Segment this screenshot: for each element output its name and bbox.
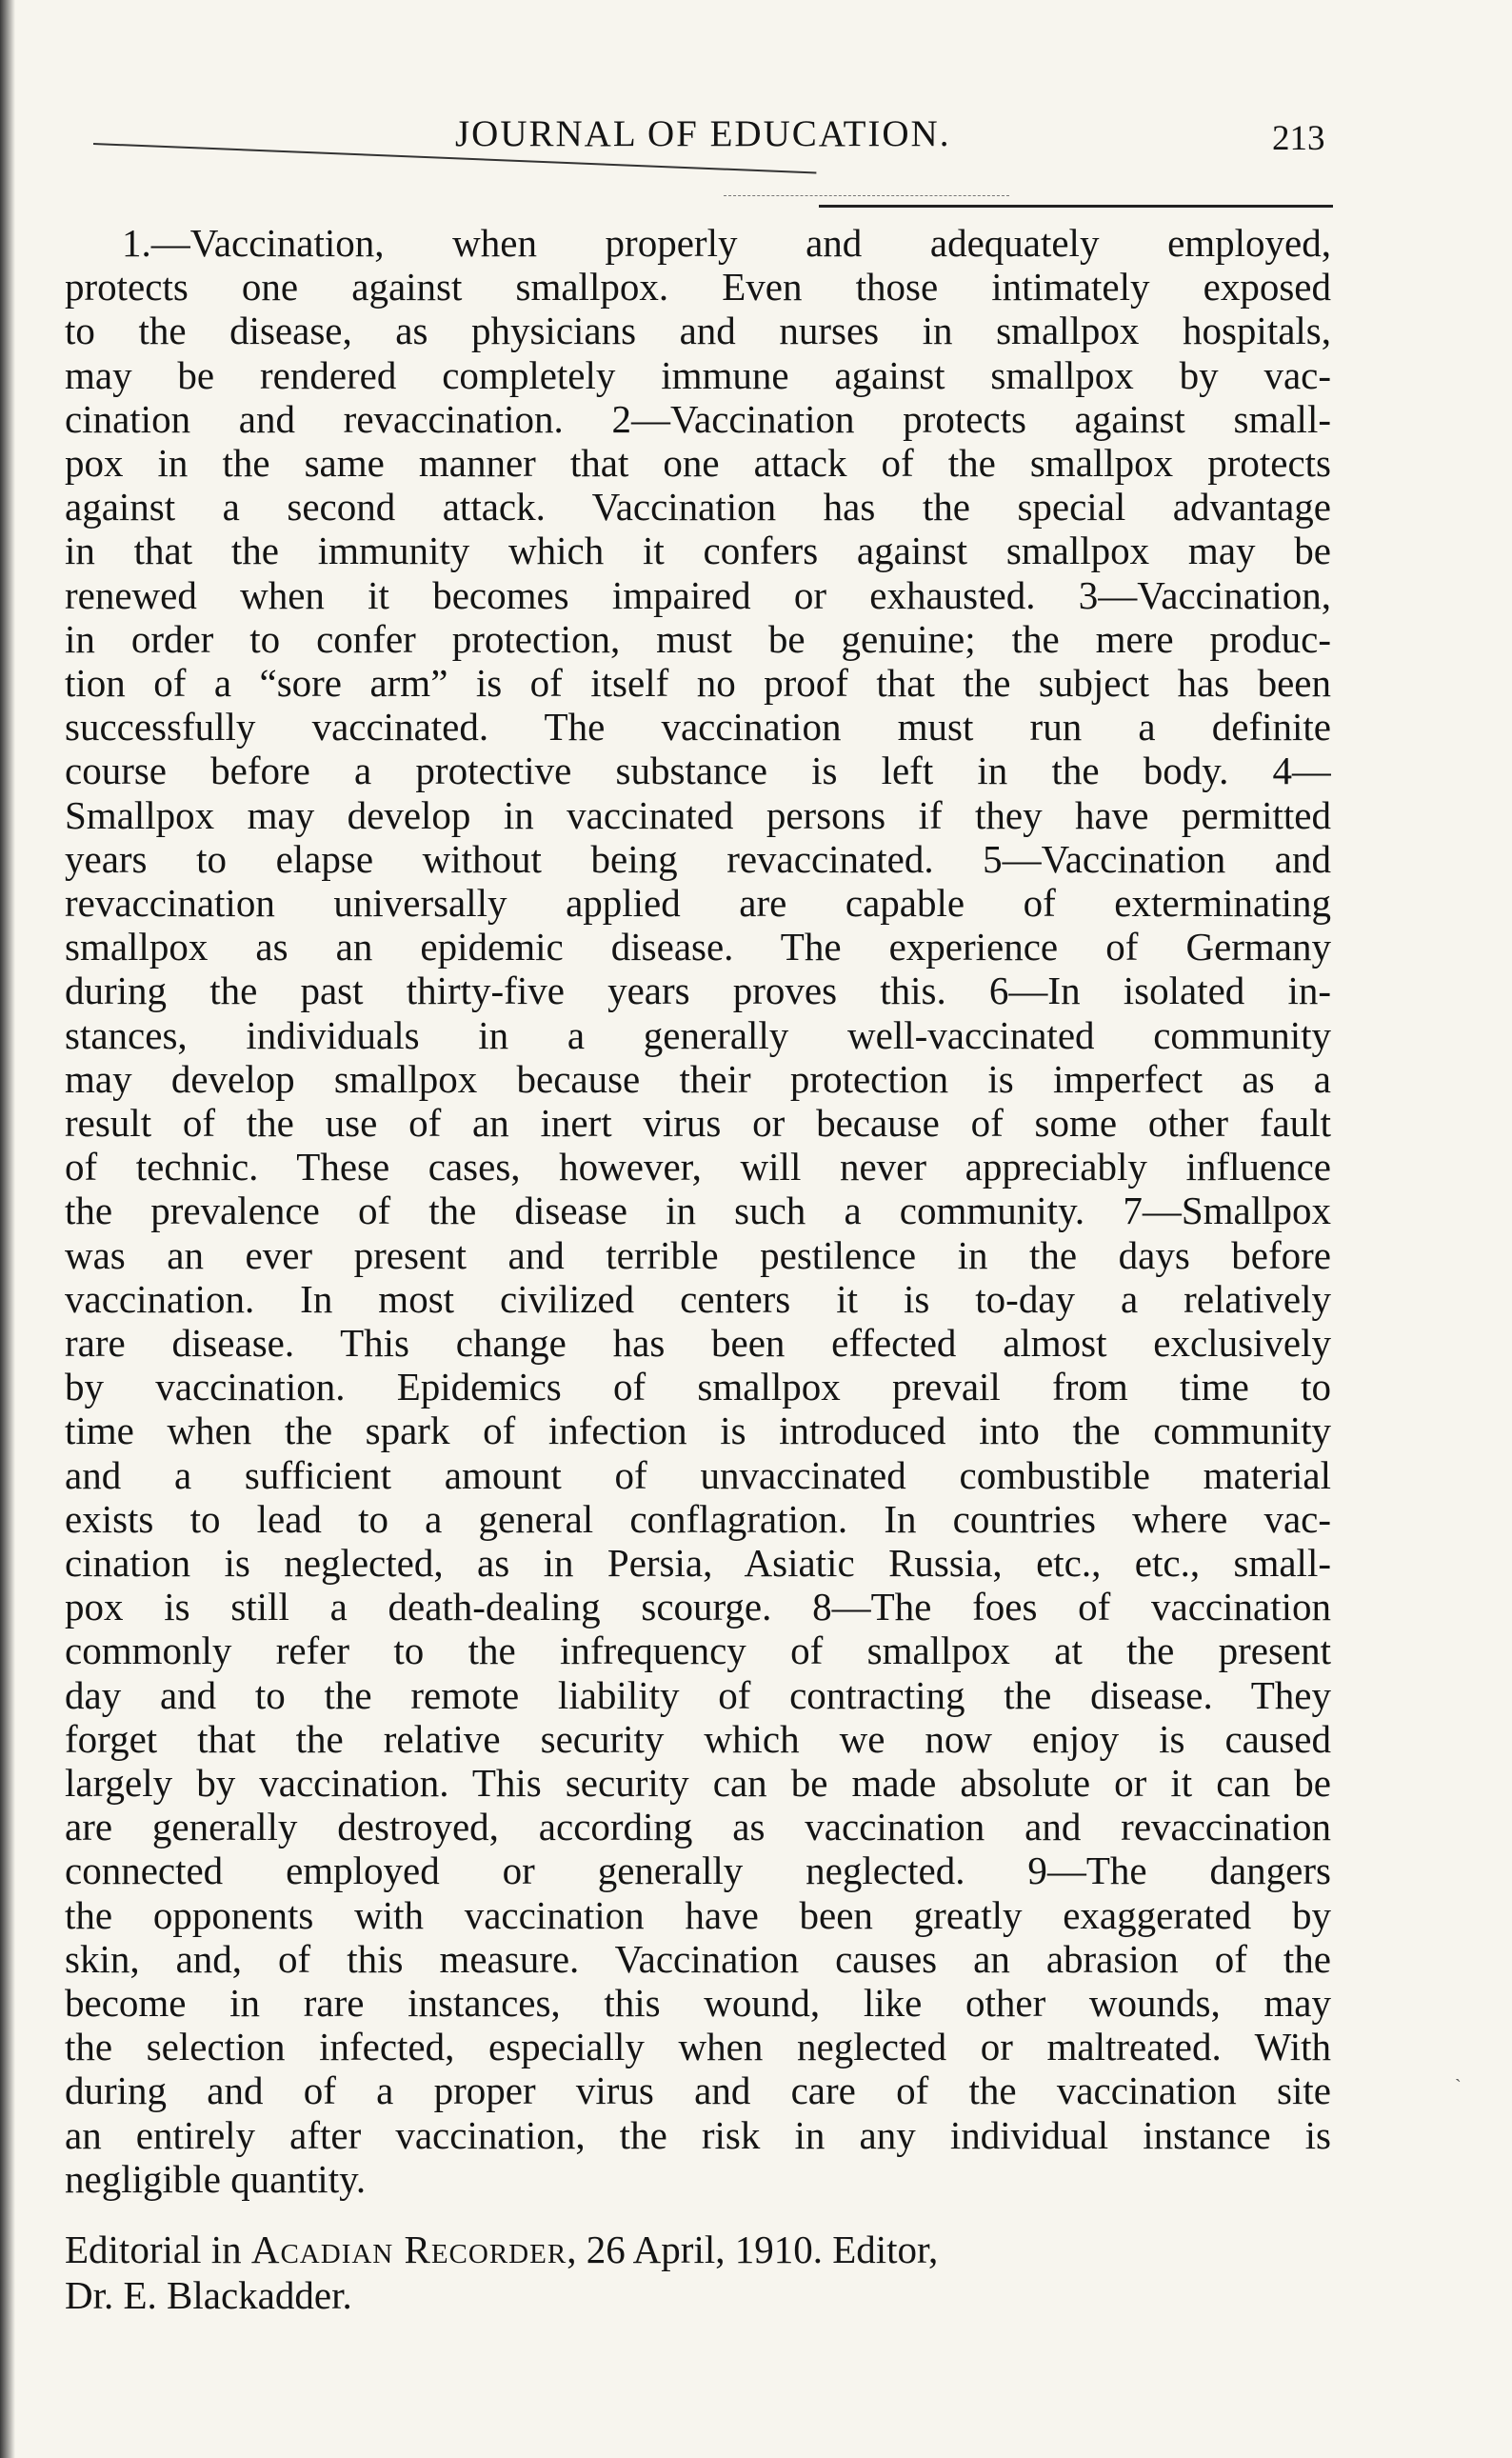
- body-line: years to elapse without being revaccinated. 5—Vaccination and: [65, 836, 1331, 881]
- source-citation: [65, 2227, 1331, 2318]
- body-line: renewed when it becomes impaired or exhausted. 3—Vaccination,: [65, 572, 1331, 617]
- body-line: cination is neglected, as in Persia, Asiatic Russia, etc., etc., small-: [65, 1541, 1331, 1585]
- body-line: by vaccination. Epidemics of smallpox prevail from time to: [65, 1365, 1331, 1409]
- body-line: may be rendered completely immune against smallpox by vac-: [65, 352, 1331, 397]
- body-line: an entirely after vaccination, the risk in any individual instance is: [65, 2112, 1331, 2157]
- body-line: cination and revaccination. 2—Vaccination protects against small-: [65, 396, 1331, 441]
- page-number: 213: [1272, 119, 1325, 158]
- body-line: vaccination. In most civilized centers it is to-day a relatively: [65, 1276, 1331, 1321]
- body-line: in order to confer protection, must be genuine; the mere produc-: [65, 616, 1331, 661]
- citation-prefix: Editorial in: [65, 2228, 251, 2271]
- body-line: exists to lead to a general conflagration. In countries where vac-: [65, 1496, 1331, 1541]
- body-line: may develop smallpox because their protection is imperfect as a: [65, 1056, 1331, 1101]
- body-line: against a second attack. Vaccination has the special advantage: [65, 485, 1331, 530]
- body-line: was an ever present and terrible pestilence in the days before: [65, 1232, 1331, 1277]
- body-line: time when the spark of infection is introduced into the community: [65, 1409, 1331, 1453]
- scan-edge-shadow: [0, 0, 15, 2458]
- body-line: course before a protective substance is left in the body. 4—: [65, 749, 1331, 793]
- body-line: protects one against smallpox. Even those intimately exposed: [65, 265, 1331, 310]
- body-line: forget that the relative security which we now enjoy is caused: [65, 1716, 1331, 1761]
- margin-mark: `: [1455, 2076, 1462, 2097]
- citation-suffix: , 26 April, 1910. Editor,: [567, 2228, 939, 2271]
- body-line: day and to the remote liability of contracting the disease. They: [65, 1672, 1331, 1717]
- citation-editor: Dr. E. Blackadder.: [65, 2273, 352, 2317]
- article-body: [65, 221, 1331, 2316]
- body-line: pox is still a death-dealing scourge. 8—The foes of vaccination: [65, 1585, 1331, 1629]
- body-line: the selection infected, especially when neglected or maltreated. With: [65, 2025, 1331, 2069]
- header-rule-right: [819, 205, 1333, 208]
- body-line: during the past thirty-five years proves this. 6—In isolated in-: [65, 969, 1331, 1013]
- body-line: during and of a proper virus and care of the vaccination site: [65, 2068, 1331, 2113]
- body-line: the opponents with vaccination have been greatly exaggerated by: [65, 1892, 1331, 1937]
- body-line: stances, individuals in a generally well-vaccinated community: [65, 1012, 1331, 1057]
- body-line: pox in the same manner that one attack of the smallpox protects: [65, 441, 1331, 485]
- body-line: and a sufficient amount of unvaccinated combustible material: [65, 1452, 1331, 1497]
- body-line: smallpox as an epidemic disease. The experience of Germany: [65, 925, 1331, 969]
- body-line: negligible quantity.: [65, 2156, 367, 2201]
- body-line: rare disease. This change has been effected almost exclusively: [65, 1321, 1331, 1365]
- header-rule-dashed: [724, 195, 1009, 196]
- body-line: largely by vaccination. This security can be made absolute or it can be: [65, 1761, 1331, 1805]
- body-line: revaccination universally applied are capable of exterminating: [65, 881, 1331, 925]
- body-line: commonly refer to the infrequency of smallpox at the present: [65, 1629, 1331, 1673]
- body-line: skin, and, of this measure. Vaccination causes an abrasion of the: [65, 1936, 1331, 1981]
- body-line: of technic. These cases, however, will never appreciably influence: [65, 1145, 1331, 1189]
- body-line: result of the use of an inert virus or because of some other fault: [65, 1101, 1331, 1145]
- body-line: connected employed or generally neglected. 9—The dangers: [65, 1848, 1331, 1893]
- body-line: to the disease, as physicians and nurses in smallpox hospitals,: [65, 309, 1331, 353]
- body-line: are generally destroyed, according as vaccination and revaccination: [65, 1805, 1331, 1849]
- body-line: 1.—Vaccination, when properly and adequately employed,: [122, 221, 1331, 265]
- journal-title: JOURNAL OF EDUCATION.: [455, 113, 951, 154]
- body-line: Smallpox may develop in vaccinated persons if they have permitted: [65, 792, 1331, 837]
- body-line: tion of a “sore arm” is of itself no proof that the subject has been: [65, 661, 1331, 705]
- body-line: become in rare instances, this wound, like other wounds, may: [65, 1981, 1331, 2025]
- running-head: [0, 112, 1512, 170]
- body-line: successfully vaccinated. The vaccination must run a definite: [65, 705, 1331, 749]
- citation-publication: Acadian Recorder: [250, 2228, 567, 2271]
- body-line: the prevalence of the disease in such a community. 7—Smallpox: [65, 1189, 1331, 1233]
- body-line: in that the immunity which it confers against smallpox may be: [65, 529, 1331, 573]
